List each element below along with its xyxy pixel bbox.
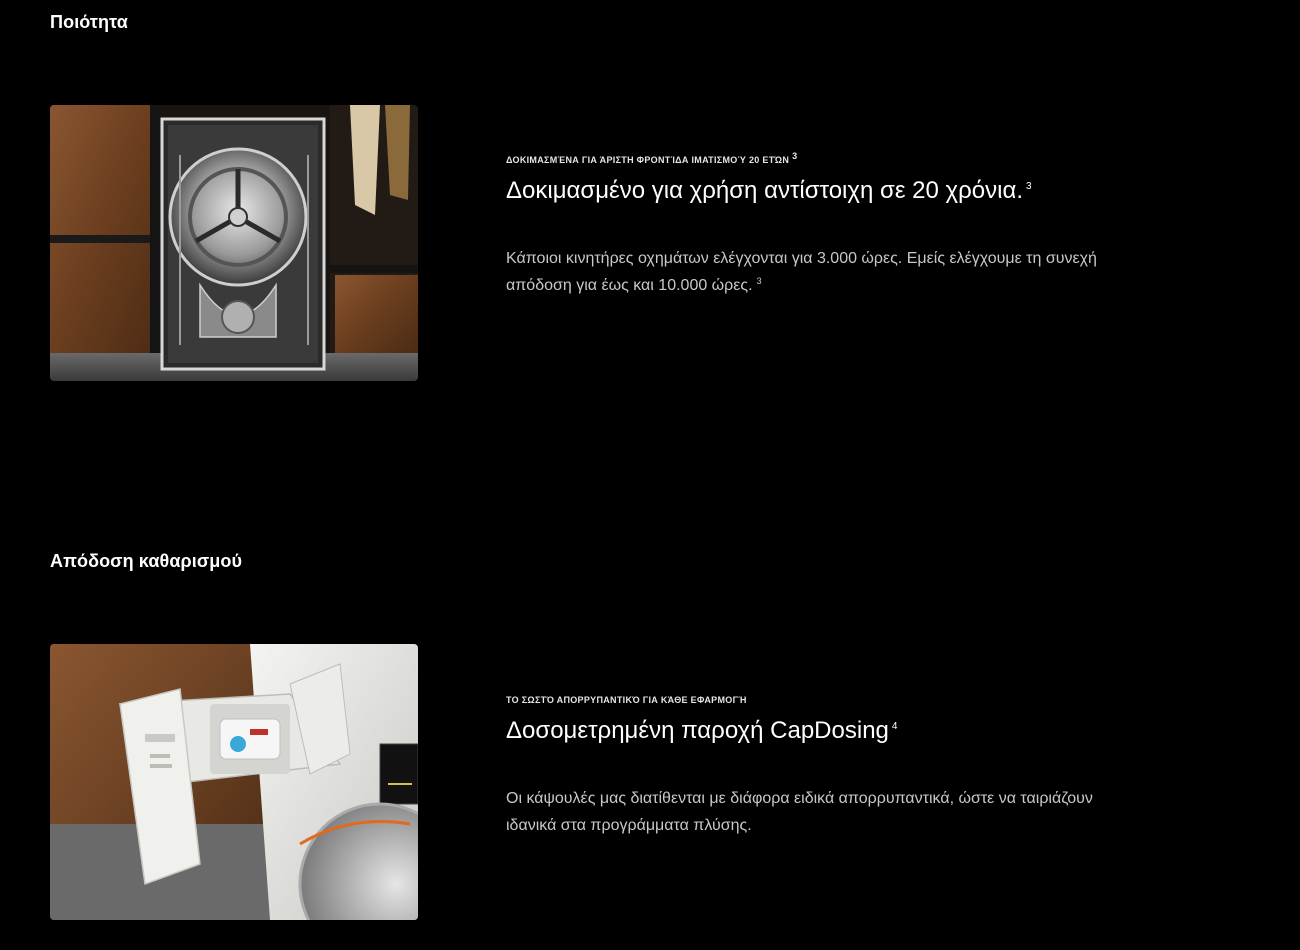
section-title-cleaning-performance: Απόδοση καθαρισμού bbox=[50, 551, 243, 571]
eyebrow-capdosing bbox=[506, 693, 1206, 707]
eyebrow-text: ΔΟΚΙΜΑΣΜΈΝΑ ΓΙΑ ΆΡΙΣΤΗ ΦΡΟΝΤΊΔΑ ΙΜΑΤΙΣΜΟΎ 20 ΕΤΏΝ bbox=[506, 155, 790, 165]
eyebrow-quality bbox=[506, 153, 1206, 167]
body-quality bbox=[506, 245, 1206, 299]
footnote-ref[interactable]: 3 bbox=[1026, 181, 1032, 192]
feature-capdosing bbox=[506, 693, 1206, 839]
body-capdosing bbox=[506, 785, 1206, 839]
washing-machine-drum-image bbox=[50, 105, 418, 381]
footnote-ref[interactable]: 3 bbox=[792, 151, 798, 161]
capdosing-dispenser-image bbox=[50, 644, 418, 920]
body-line: απόδοση για έως και 10.000 ώρες. bbox=[506, 277, 753, 294]
body-line: Οι κάψουλές μας διατίθενται με διάφορα ειδικά απορρυπαντικά, ώστε να ταιριάζουν bbox=[506, 790, 1093, 807]
body-line: Κάποιοι κινητήρες οχημάτων ελέγχονται για 3.000 ώρες. Εμείς ελέγχουμε τη συνεχή bbox=[506, 250, 1097, 267]
body-line: ιδανικά στα προγράμματα πλύσης. bbox=[506, 817, 752, 834]
footnote-ref[interactable]: 4 bbox=[891, 721, 898, 732]
headline-quality bbox=[506, 176, 1206, 206]
footnote-ref[interactable]: 3 bbox=[756, 275, 762, 286]
dispenser-illustration bbox=[50, 644, 418, 920]
headline-text: Δοκιμασμένο για χρήση αντίστοιχη σε 20 χρόνια. bbox=[506, 177, 1024, 204]
drum-illustration bbox=[50, 105, 418, 381]
section-title-quality: Ποιότητα bbox=[50, 12, 128, 32]
headline-text: Δοσομετρημένη παροχή CapDosing bbox=[506, 717, 889, 744]
headline-capdosing bbox=[506, 716, 1206, 746]
eyebrow-text: ΤΟ ΣΩΣΤΌ ΑΠΟΡΡΥΠΑΝΤΙΚΌ ΓΙΑ ΚΆΘΕ ΕΦΑΡΜΟΓΉ bbox=[506, 695, 747, 705]
feature-quality bbox=[506, 153, 1206, 299]
